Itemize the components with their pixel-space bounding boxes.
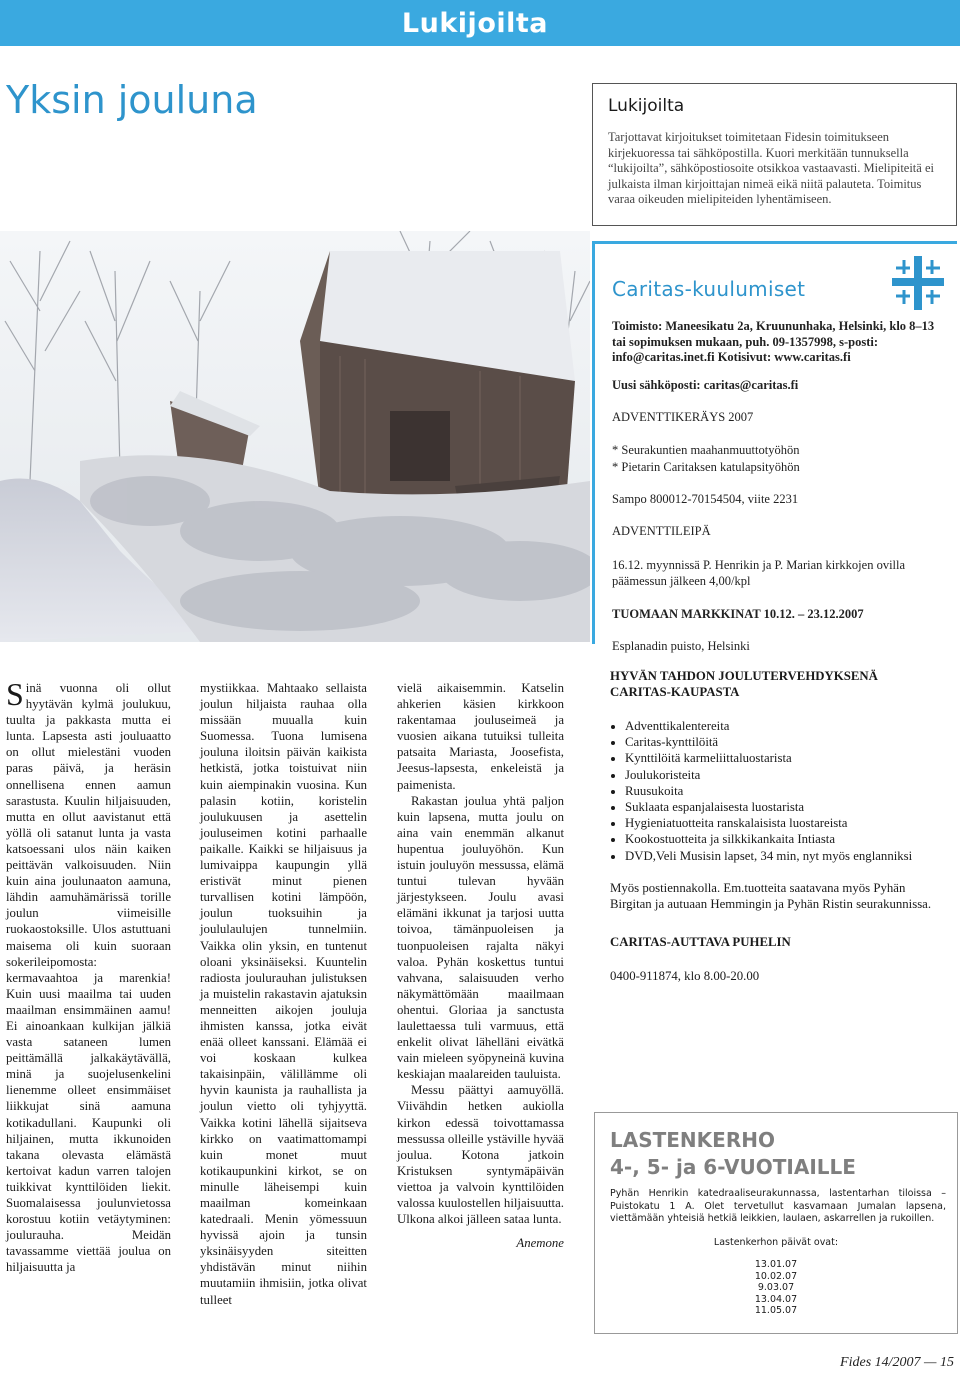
- list-item: • DVD,Veli Musisin lapset, 34 min, nyt myös englanniksi: [625, 848, 950, 864]
- list-item: • Suklaata espanjalaisesta luostarista: [625, 799, 950, 815]
- advent-item-immigrant-work: * Seurakuntien maahanmuuttotyöhön: [612, 443, 800, 457]
- article-signature: Anemone: [516, 1236, 564, 1251]
- article-dropcap: S: [6, 676, 24, 712]
- caritas-shop-section: [610, 668, 950, 984]
- caritas-news-box: [592, 241, 957, 653]
- list-item: • Kookostuotteita ja silkkikankaita Intiasta: [625, 831, 950, 847]
- advent-item-street-children: * Pietarin Caritaksen katulapsityöhön: [612, 460, 800, 474]
- date-item: 11.05.07: [754, 1305, 798, 1316]
- article-column-3-para-2: Rakastan joulua yhtä paljon kuin lapsena, mutta joulu on aina vain enemmän alkanut hupentua jouluyöhön. Kun istuin jouluyön messussa, elämä tuntui tulevan hyvään järjestykseen. Joulu avasi elämäni ikkunat ja tarjosi uutta toivoa, tämänpuoleisen ja tuonpuoleisen rajalta näkyi valoa. Pyhän koskettus tuntui vahvana, salaisuuden verho näkymättömään maailmaan ohentui. Gloriaa ja sanctusta laulettaessa tuli varmuus, että enkelit olivat lähelläni eivätkä vain mieleen syöpyneinä kuvina keskiajan maalareiden tauluista.: [397, 793, 564, 1082]
- caritas-new-email: Uusi sähköposti: caritas@caritas.fi: [612, 378, 799, 392]
- childrens-club-dates-label: Lastenkerhon päivät ovat:: [713, 1237, 839, 1248]
- market-place: Esplanadin puisto, Helsinki: [612, 639, 750, 653]
- article-column-3: [397, 680, 564, 1251]
- childrens-club-title-line-1: LASTENKERHO: [610, 1128, 775, 1152]
- shop-postcard-text: Myös postiennakolla. Em.tuotteita saatavana myös Pyhän Birgitan ja autuaan Hemmingin ja Pyhän Ristin seurakunnissa.: [610, 880, 932, 912]
- winter-barn-photo: [0, 231, 590, 642]
- article-column-1: [6, 676, 171, 1275]
- bank-account: Sampo 800012-70154504, viite 2231: [612, 492, 799, 506]
- shop-heading-2: CARITAS-KAUPASTA: [610, 685, 740, 699]
- childrens-club-title: [610, 1127, 856, 1181]
- caritas-office-info: Toimisto: Maneesikatu 2a, Kruununhaka, Helsinki, klo 8–13 tai sopimuksen mukaan, puh. 09-1357998, s-posti: info@caritas.inet.fi Kotisivut: www.caritas.fi: [612, 319, 935, 364]
- article-column-3-para-1: vielä aikaisemmin. Katselin ahkerien käsien kirkkoon rakentamaa jouluseimeä ja vuosien aikana tutuiksi tulleita patsaita Mariasta, Joosefista, Jeesus-lapsesta, enkeleistä ja paimenista.: [397, 681, 564, 792]
- winter-barn-illustration: [0, 231, 590, 642]
- date-item: 13.01.07: [754, 1259, 798, 1270]
- list-item: • Ruusukoita: [625, 783, 950, 799]
- section-banner: [0, 0, 960, 46]
- advent-bread-heading: ADVENTTILEIPÄ: [612, 524, 711, 538]
- section-banner-title: Lukijoilta: [401, 8, 548, 39]
- article-headline: Yksin jouluna: [6, 78, 258, 122]
- list-item: • Kynttilöitä karmeliittaluostarista: [625, 750, 950, 766]
- list-item: • Hygieniatuotteita ranskalaisista luostareista: [625, 815, 950, 831]
- list-item: • Adventtikalentereita: [625, 718, 950, 734]
- advent-bread-text: 16.12. myynnissä P. Henrikin ja P. Marian kirkkojen ovilla päämessun jälkeen 4,00/kpl: [612, 558, 906, 588]
- date-item: 10.02.07: [754, 1270, 798, 1282]
- article-column-2: [200, 680, 367, 1308]
- childrens-club-text: Pyhän Henrikin katedraaliseurakunnassa, lastentarhan tiloissa – Puistokatu 1 A. Olet tervetullut kasvamaan Jumalan lapsena, viettämään yhteisiä hetkiä leikkien, laulaen, askarrellen ja rukoillen.: [610, 1188, 946, 1224]
- childrens-club-title-line-2: 4-, 5- ja 6-VUOTIAILLE: [610, 1155, 856, 1179]
- market-heading: TUOMAAN MARKKINAT 10.12. – 23.12.2007: [612, 607, 864, 621]
- readers-info-title: Lukijoilta: [608, 96, 685, 116]
- advent-collection-heading: ADVENTTIKERÄYS 2007: [612, 410, 754, 424]
- childrens-club-box: [594, 1112, 958, 1334]
- list-item: • Joulukoristeita: [625, 767, 950, 783]
- list-item: • Caritas-kynttilöitä: [625, 734, 950, 750]
- article-column-1-text: inä vuonna oli ollut hyytävän kylmä joulukuu, tuulta ja pakkasta mutta ei lunta. Lapsesta asti jouluaatto on ollut mielestäni vuoden paras päivä, ja heräsin onnellisena ennen aamun sarastusta. Kuulin hiljaisuuden, mutta en ollut aavistanut että yöllä oli satanut lunta ja vasta katsoessani ulos näin kaiken peittävän valkoisuuden. Niin kuin aina joulunaaton aamuna, lähdin aamuhämärissä torille joulun viimeisille ruokaostoksille. Ulos astuttuani maisema oli kuin suoraan sokerileipomosta: kermavaahtoa ja marenkia! Kuin uusi maailma tai uuden maailman ensimmäinen aamu! Ei ainoankaan kulkijan jälkiä vasta sataneen lumen peittämällä jalkakäytävällä, minä ja suojelusenkelini lienemme olleet ensimmäiset liikkujat sinä aamuna kotikadullani. Kaupunki oli hiljainen, mutta ikkunoiden takana olevasta elämästä kertoivat kadun varren talojen tuikkivat kynttilöiden liekit. Suomalaisessa joulunvietossa korostuu kotiin vetäytyminen: joulurauha. Meidän tavassamme viettää joulua on hiljaisuutta ja: [6, 681, 171, 1275]
- readers-info-text: Tarjottavat kirjoitukset toimitetaan Fidesin toimitukseen kirjekuoressa tai sähköpostilla. Kuori merkitään tunnuksella “lukijoilta”, sähköpostiosoite otsikkoa vastaavasti. Mielipiteitä ei julkaista ilman kirjoittajan nimeä eikä niitä palauteta. Toimitus varaa oikeuden mielipiteiden lyhentämiseen.: [608, 130, 934, 206]
- shop-heading-1: HYVÄN TAHDON JOULUTERVEHDYKSENÄ: [610, 669, 878, 683]
- caritas-cross-logo-icon: [890, 254, 946, 312]
- shop-item-list: [610, 718, 950, 864]
- caritas-news-title: Caritas-kuulumiset: [612, 277, 806, 301]
- date-item: 9.03.07: [757, 1282, 795, 1293]
- article-column-2-text: mystiikkaa. Mahtaako sellaista joulun hiljaista rauhaa olla missään muualla kuin Suomessa. Tuona lumisena jouluna iloitsin päivän kaikista hetkistä, jotka toistuivat niin kuin aiempinakin vuosina. Kun palasin kotiin, koristelin joulukuusen ja asettelin jouluseimen kotini parhaalle paikalle. Kaikki se hiljaisuus ja lumivaippa kaupungin yllä eristivät minut pienen turvallisen kotini lämpöön, joulun tuoksuihin ja joululaulujen tunnelmiin. Vaikka olin yksin, en tuntenut oloani yksinäiseksi. Kuuntelin radiosta joulurauhan julistuksen ja muistelin rakastavin ajatuksin menneitten aikojen jouluja ihmisten kanssa, jotka eivät enää olleet kanssani. Elämää ei voi koskaan kulkea takaisinpäin, välillämme oli hyvin kaunista ja rauhallista ja joulun vietto oli tyhjyyttä. Vaikka kotini lähellä sijaitseva kirkko on vaatimattomampi kuin monet muut kotikaupunkini kirkot, se on minulle läheisempi kuin maailman komeinkaan katedraali. Menin yömessuun hyvissä ajoin ja tunsin yksinäisyyden siteitten yhdistävän minut niihin muutamiin ihmisiin, jotka olivat tulleet: [200, 681, 367, 1307]
- helpline-heading: CARITAS-AUTTAVA PUHELIN: [610, 935, 791, 950]
- date-item: 13.04.07: [754, 1293, 798, 1305]
- article-column-3-para-3: Messu päättyi aamuyöllä. Viivähdin hetken aukiolla kirkon edessä toivottamassa messussa olleille ystäville hyvää joulua. Kotona jatkoin Kristuksen syntymäpäivän viettoa ja valvoin kynttilöiden valossa kuulostellen hiljaisuutta. Ulkona alkoi jälleen sataa lunta.: [397, 1083, 564, 1227]
- page-footer: Fides 14/2007 — 15: [840, 1355, 954, 1370]
- childrens-club-dates: [595, 1259, 957, 1317]
- helpline-text: 0400-911874, klo 8.00-20.00: [610, 969, 760, 984]
- readers-info-box: [592, 83, 957, 226]
